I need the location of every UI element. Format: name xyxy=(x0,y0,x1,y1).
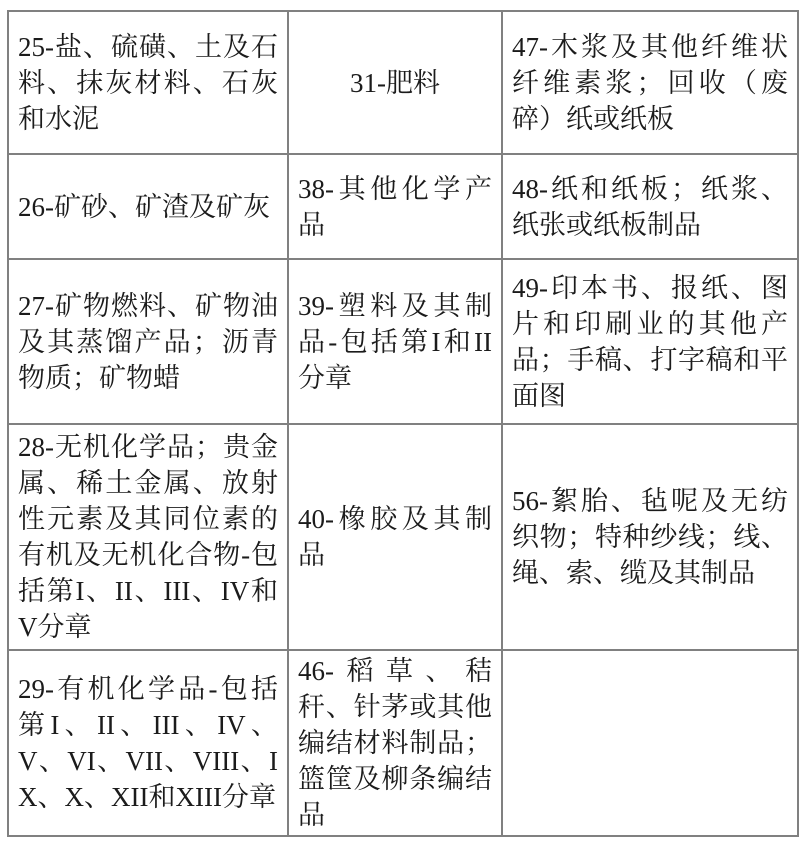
table-row xyxy=(8,424,798,650)
table-cell: 25-盐、硫磺、土及石料、抹灰材料、石灰和水泥 xyxy=(8,11,288,154)
table-cell: 28-无机化学品；贵金属、稀土金属、放射性元素及其同位素的有机及无机化合物-包括第I、II、III、IV和V分章 xyxy=(8,424,288,650)
table-row xyxy=(8,154,798,259)
table-cell: 46-稻草、秸秆、针茅或其他编结材料制品；篮筐及柳条编结品 xyxy=(288,650,502,836)
table-cell: 47-木浆及其他纤维状纤维素浆；回收（废碎）纸或纸板 xyxy=(502,11,798,154)
hs-categories-table xyxy=(7,10,799,837)
table-cell: 56-絮胎、毡呢及无纺织物；特种纱线；线、绳、索、缆及其制品 xyxy=(502,424,798,650)
table-cell: 48-纸和纸板；纸浆、纸张或纸板制品 xyxy=(502,154,798,259)
table-cell: 49-印本书、报纸、图片和印刷业的其他产品；手稿、打字稿和平面图 xyxy=(502,259,798,424)
table-cell: 27-矿物燃料、矿物油及其蒸馏产品；沥青物质；矿物蜡 xyxy=(8,259,288,424)
table-cell: 29-有机化学品-包括第I、II、III、IV、V、VI、VII、VIII、IX、X、XII和XIII分章 xyxy=(8,650,288,836)
table-cell: 26-矿砂、矿渣及矿灰 xyxy=(8,154,288,259)
table-cell: 40-橡胶及其制品 xyxy=(288,424,502,650)
table-cell: 31-肥料 xyxy=(288,11,502,154)
table-cell-empty xyxy=(502,650,798,836)
table-row xyxy=(8,259,798,424)
table-row xyxy=(8,11,798,154)
table-row xyxy=(8,650,798,836)
table-cell: 38-其他化学产品 xyxy=(288,154,502,259)
table-cell: 39-塑料及其制品-包括第I和II分章 xyxy=(288,259,502,424)
